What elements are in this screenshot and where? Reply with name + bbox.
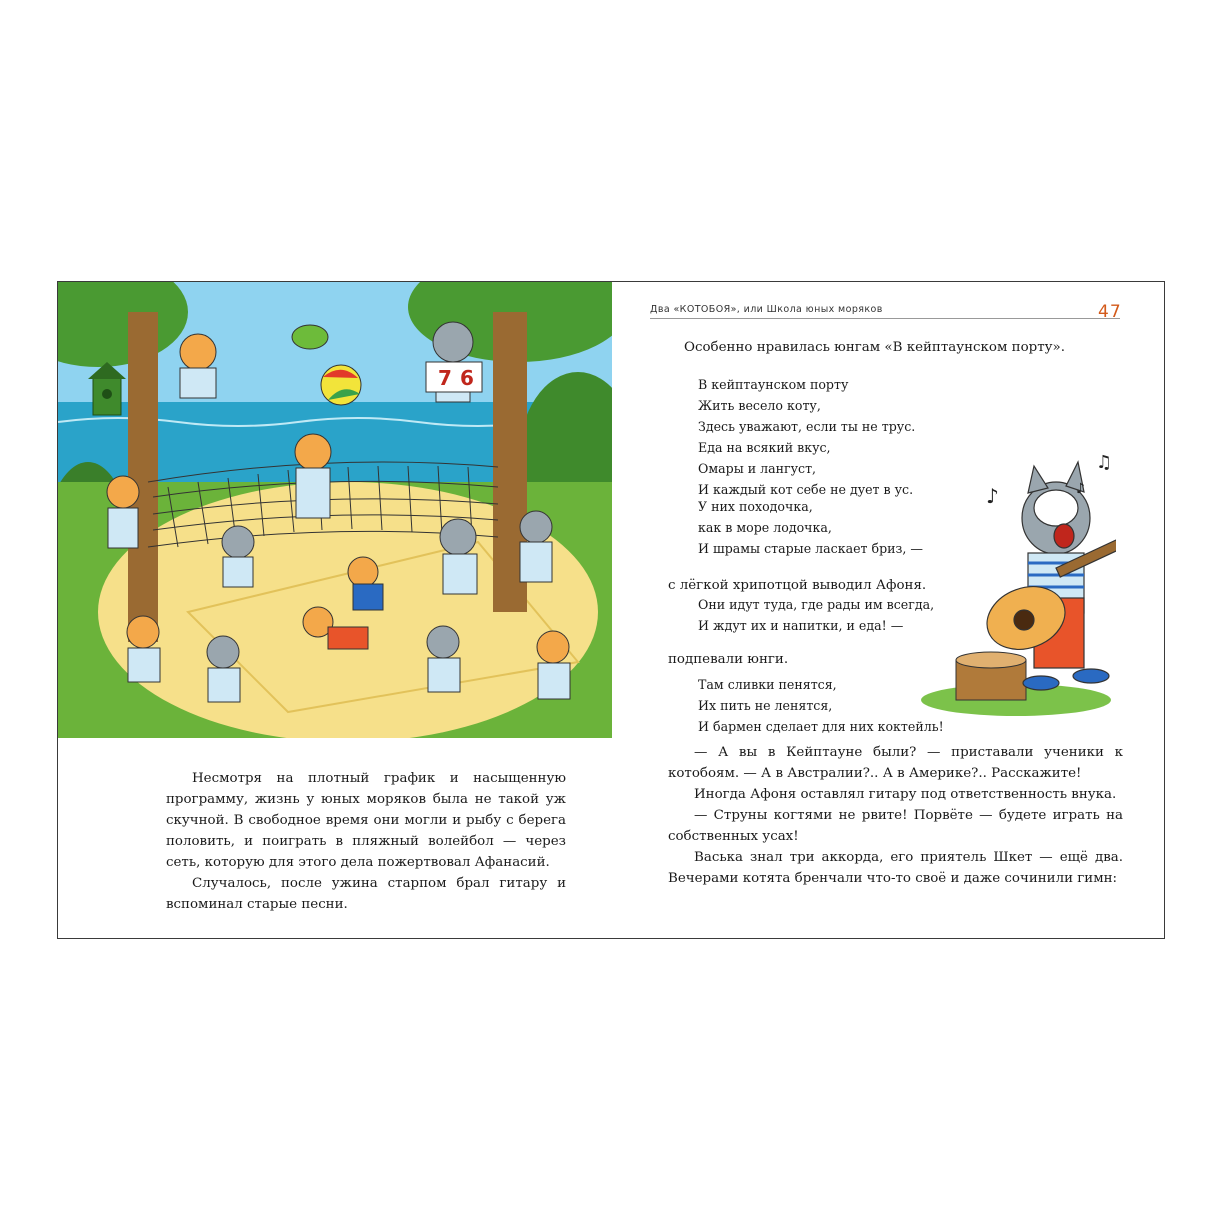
- scoreboard: [426, 362, 482, 392]
- music-note-icon: ♪: [986, 484, 999, 508]
- paragraph: — Струны когтями не рвите! Порвёте — будете играть на собственных усах!: [668, 808, 1123, 844]
- right-page-text: [668, 742, 1123, 889]
- paragraph: Случалось, после ужина старпом брал гитару и вспоминал старые песни.: [166, 876, 566, 912]
- verse-line: И бармен сделает для них коктейль!: [698, 719, 944, 734]
- music-note-icon: ♪: [1076, 481, 1085, 497]
- score-left: 7: [438, 366, 452, 390]
- left-page-text: [166, 768, 566, 915]
- verse-line: В кейптаунском порту: [698, 377, 849, 392]
- verse-line: Омары и лангуст,: [698, 461, 817, 476]
- verse-line: И ждут их и напитки, и еда! —: [698, 618, 904, 633]
- verse-line: И шрамы старые ласкает бриз, —: [698, 541, 924, 556]
- intro-line: Особенно нравилась юнгам «В кейптаунском порту».: [684, 340, 1065, 355]
- verse-line: Жить весело коту,: [698, 398, 821, 413]
- page-number: 47: [1098, 302, 1122, 322]
- volleyball-scene: [58, 282, 612, 738]
- verse-line: как в море лодочка,: [698, 520, 832, 535]
- prose-line-yungi: подпевали юнги.: [668, 652, 789, 667]
- song-stanza-3: [698, 594, 934, 636]
- cat-with-guitar-illustration: [916, 448, 1116, 728]
- paragraph: Несмотря на плотный график и насыщенную программу, жизнь у юных моряков была не такой уж скучной. В свободное время они могли и рыбу с берега половить, и поиграть в пляжный волейбол — через сеть, которую для этого дела пожертвовал Афанасий.: [166, 771, 566, 870]
- beach-volleyball-illustration: [58, 282, 612, 738]
- paragraph: Иногда Афоня оставлял гитару под ответственность внука.: [694, 787, 1117, 802]
- song-stanza-2: [698, 496, 923, 559]
- paragraph: Васька знал три аккорда, его приятель Шкет — ещё два. Вечерами котята бренчали что-то своё и даже сочинили гимн:: [668, 850, 1123, 886]
- verse-line: Они идут туда, где рады им всегда,: [698, 597, 935, 612]
- book-spread: [57, 281, 1165, 939]
- verse-line: У них походочка,: [698, 499, 813, 514]
- guitar-cat-drawing: [916, 448, 1116, 728]
- verse-line: И каждый кот себе не дует в ус.: [698, 482, 914, 497]
- paragraph: — А вы в Кейптауне были? — приставали ученики к котобоям. — А в Австралии?.. А в Америке?.. Расскажите!: [668, 745, 1123, 781]
- verse-line: Там сливки пенятся,: [698, 677, 837, 692]
- prose-line-afonya: с лёгкой хрипотцой выводил Афоня.: [668, 578, 927, 593]
- verse-line: Их пить не ленятся,: [698, 698, 833, 713]
- music-note-icon: ♫: [1096, 452, 1113, 473]
- song-stanza-1: [698, 374, 915, 500]
- song-stanza-4: [698, 674, 944, 737]
- running-head: Два «КОТОБОЯ», или Школа юных моряков: [650, 304, 1120, 319]
- score-right: 6: [460, 366, 474, 390]
- volleyball-ball: [321, 365, 361, 405]
- verse-line: Здесь уважают, если ты не трус.: [698, 419, 916, 434]
- verse-line: Еда на всякий вкус,: [698, 440, 831, 455]
